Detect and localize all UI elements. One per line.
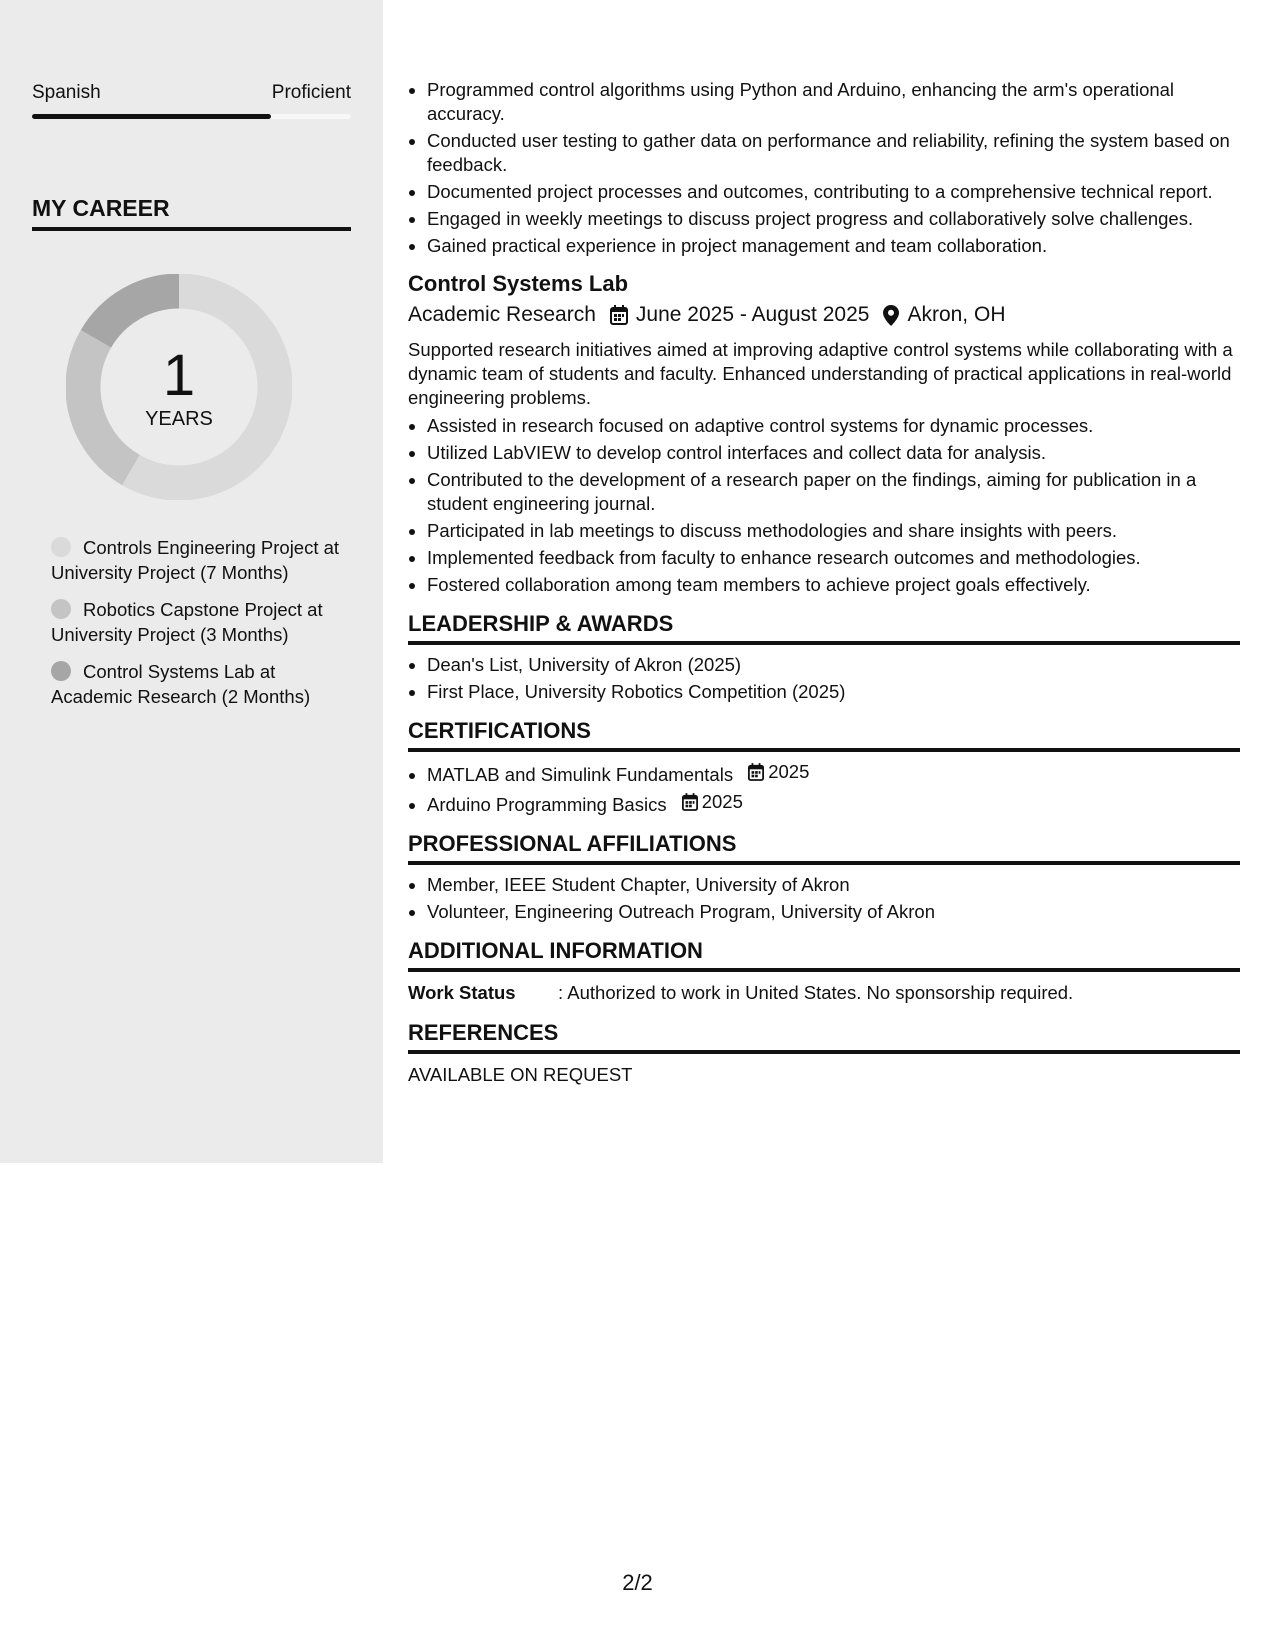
- leadership-list: [408, 653, 1240, 704]
- map-pin-icon: [883, 305, 899, 326]
- career-total-value: 1: [162, 342, 196, 408]
- list-item: • Contributed to the development of a research paper on the findings, aiming for publication in a student engineering journal.: [427, 468, 1240, 516]
- list-item: [427, 760, 1240, 787]
- career-heading: MY CAREER: [32, 195, 351, 231]
- cert-year: 2025: [768, 761, 810, 782]
- job-description: Supported research initiatives aimed at improving adaptive control systems while collaborating with a dynamic team of students and faculty. Enhanced understanding of practical applications in real-world engineering problems.: [408, 339, 1233, 408]
- list-item: • Utilized LabVIEW to develop control interfaces and collect data for analysis.: [427, 441, 1240, 465]
- legend-item: [51, 597, 351, 647]
- list-item: • Volunteer, Engineering Outreach Program, University of Akron: [427, 900, 1240, 924]
- language-row: [32, 82, 351, 104]
- job-dates: June 2025 - August 2025: [635, 303, 870, 326]
- language-name: Spanish: [32, 82, 101, 103]
- legend-dot: [51, 599, 71, 619]
- list-item: • Participated in lab meetings to discuss methodologies and share insights with peers.: [427, 519, 1240, 543]
- job-location: Akron, OH: [907, 303, 1006, 326]
- legend-label: Robotics Capstone Project at University Project (3 Months): [51, 599, 323, 645]
- work-status-label: Work Status: [408, 982, 516, 1003]
- list-item: • Member, IEEE Student Chapter, University of Akron: [427, 873, 1240, 897]
- cert-year: 2025: [701, 791, 743, 812]
- leadership-heading: LEADERSHIP & AWARDS: [408, 611, 1240, 645]
- affiliations-list: [408, 873, 1240, 924]
- list-item: • Assisted in research focused on adaptive control systems for dynamic processes.: [427, 414, 1240, 438]
- list-item: • Gained practical experience in project management and team collaboration.: [427, 234, 1240, 258]
- legend-dot: [51, 537, 71, 557]
- calendar-icon: [610, 305, 628, 325]
- page-number: 2/2: [622, 1570, 653, 1595]
- legend-label: Controls Engineering Project at University Project (7 Months): [51, 537, 340, 583]
- cert-date: [748, 760, 809, 784]
- affiliations-heading: PROFESSIONAL AFFILIATIONS: [408, 831, 1240, 865]
- list-item: • Conducted user testing to gather data on performance and reliability, refining the system based on feedback.: [427, 129, 1240, 177]
- language-proficiency-bar: [32, 114, 351, 119]
- job-company: Academic Research: [408, 303, 596, 326]
- list-item: • Dean's List, University of Akron (2025): [427, 653, 1240, 677]
- job-bullets: [408, 414, 1240, 597]
- list-item: • First Place, University Robotics Competition (2025): [427, 680, 1240, 704]
- list-item: • Engaged in weekly meetings to discuss project progress and collaboratively solve challenges.: [427, 207, 1240, 231]
- legend-item: [51, 659, 351, 709]
- work-status-row: [408, 980, 1240, 1006]
- certifications-list: [408, 760, 1240, 817]
- list-item: • Implemented feedback from faculty to enhance research outcomes and methodologies.: [427, 546, 1240, 570]
- job-meta: [408, 300, 1240, 330]
- additional-info-heading: ADDITIONAL INFORMATION: [408, 938, 1240, 972]
- calendar-icon: [682, 793, 698, 811]
- career-donut-chart: [66, 274, 292, 500]
- main-content: [408, 78, 1240, 1088]
- legend-dot: [51, 661, 71, 681]
- sidebar: [0, 0, 383, 1163]
- list-item: • Documented project processes and outcomes, contributing to a comprehensive technical report.: [427, 180, 1240, 204]
- cert-name: MATLAB and Simulink Fundamentals: [427, 764, 734, 785]
- language-level: Proficient: [271, 82, 351, 103]
- references-heading: REFERENCES: [408, 1020, 1240, 1054]
- list-item: [427, 790, 1240, 817]
- job-title: Control Systems Lab: [408, 271, 629, 296]
- list-item: • Fostered collaboration among team members to achieve project goals effectively.: [427, 573, 1240, 597]
- certifications-heading: CERTIFICATIONS: [408, 718, 1240, 752]
- career-legend: [51, 535, 351, 721]
- career-total-unit: YEARS: [145, 407, 213, 430]
- calendar-icon: [748, 763, 764, 781]
- references-text: AVAILABLE ON REQUEST: [408, 1064, 633, 1085]
- list-item: • Programmed control algorithms using Python and Arduino, enhancing the arm's operational accuracy.: [427, 78, 1240, 126]
- legend-item: [51, 535, 351, 585]
- cert-name: Arduino Programming Basics: [427, 794, 667, 815]
- work-status-value: : Authorized to work in United States. No sponsorship required.: [558, 982, 1074, 1003]
- previous-job-bullets: [408, 78, 1240, 258]
- donut-center: [66, 274, 292, 500]
- legend-label: Control Systems Lab at Academic Research (2 Months): [51, 661, 311, 707]
- language-proficiency-fill: [32, 114, 271, 119]
- cert-date: [682, 790, 743, 814]
